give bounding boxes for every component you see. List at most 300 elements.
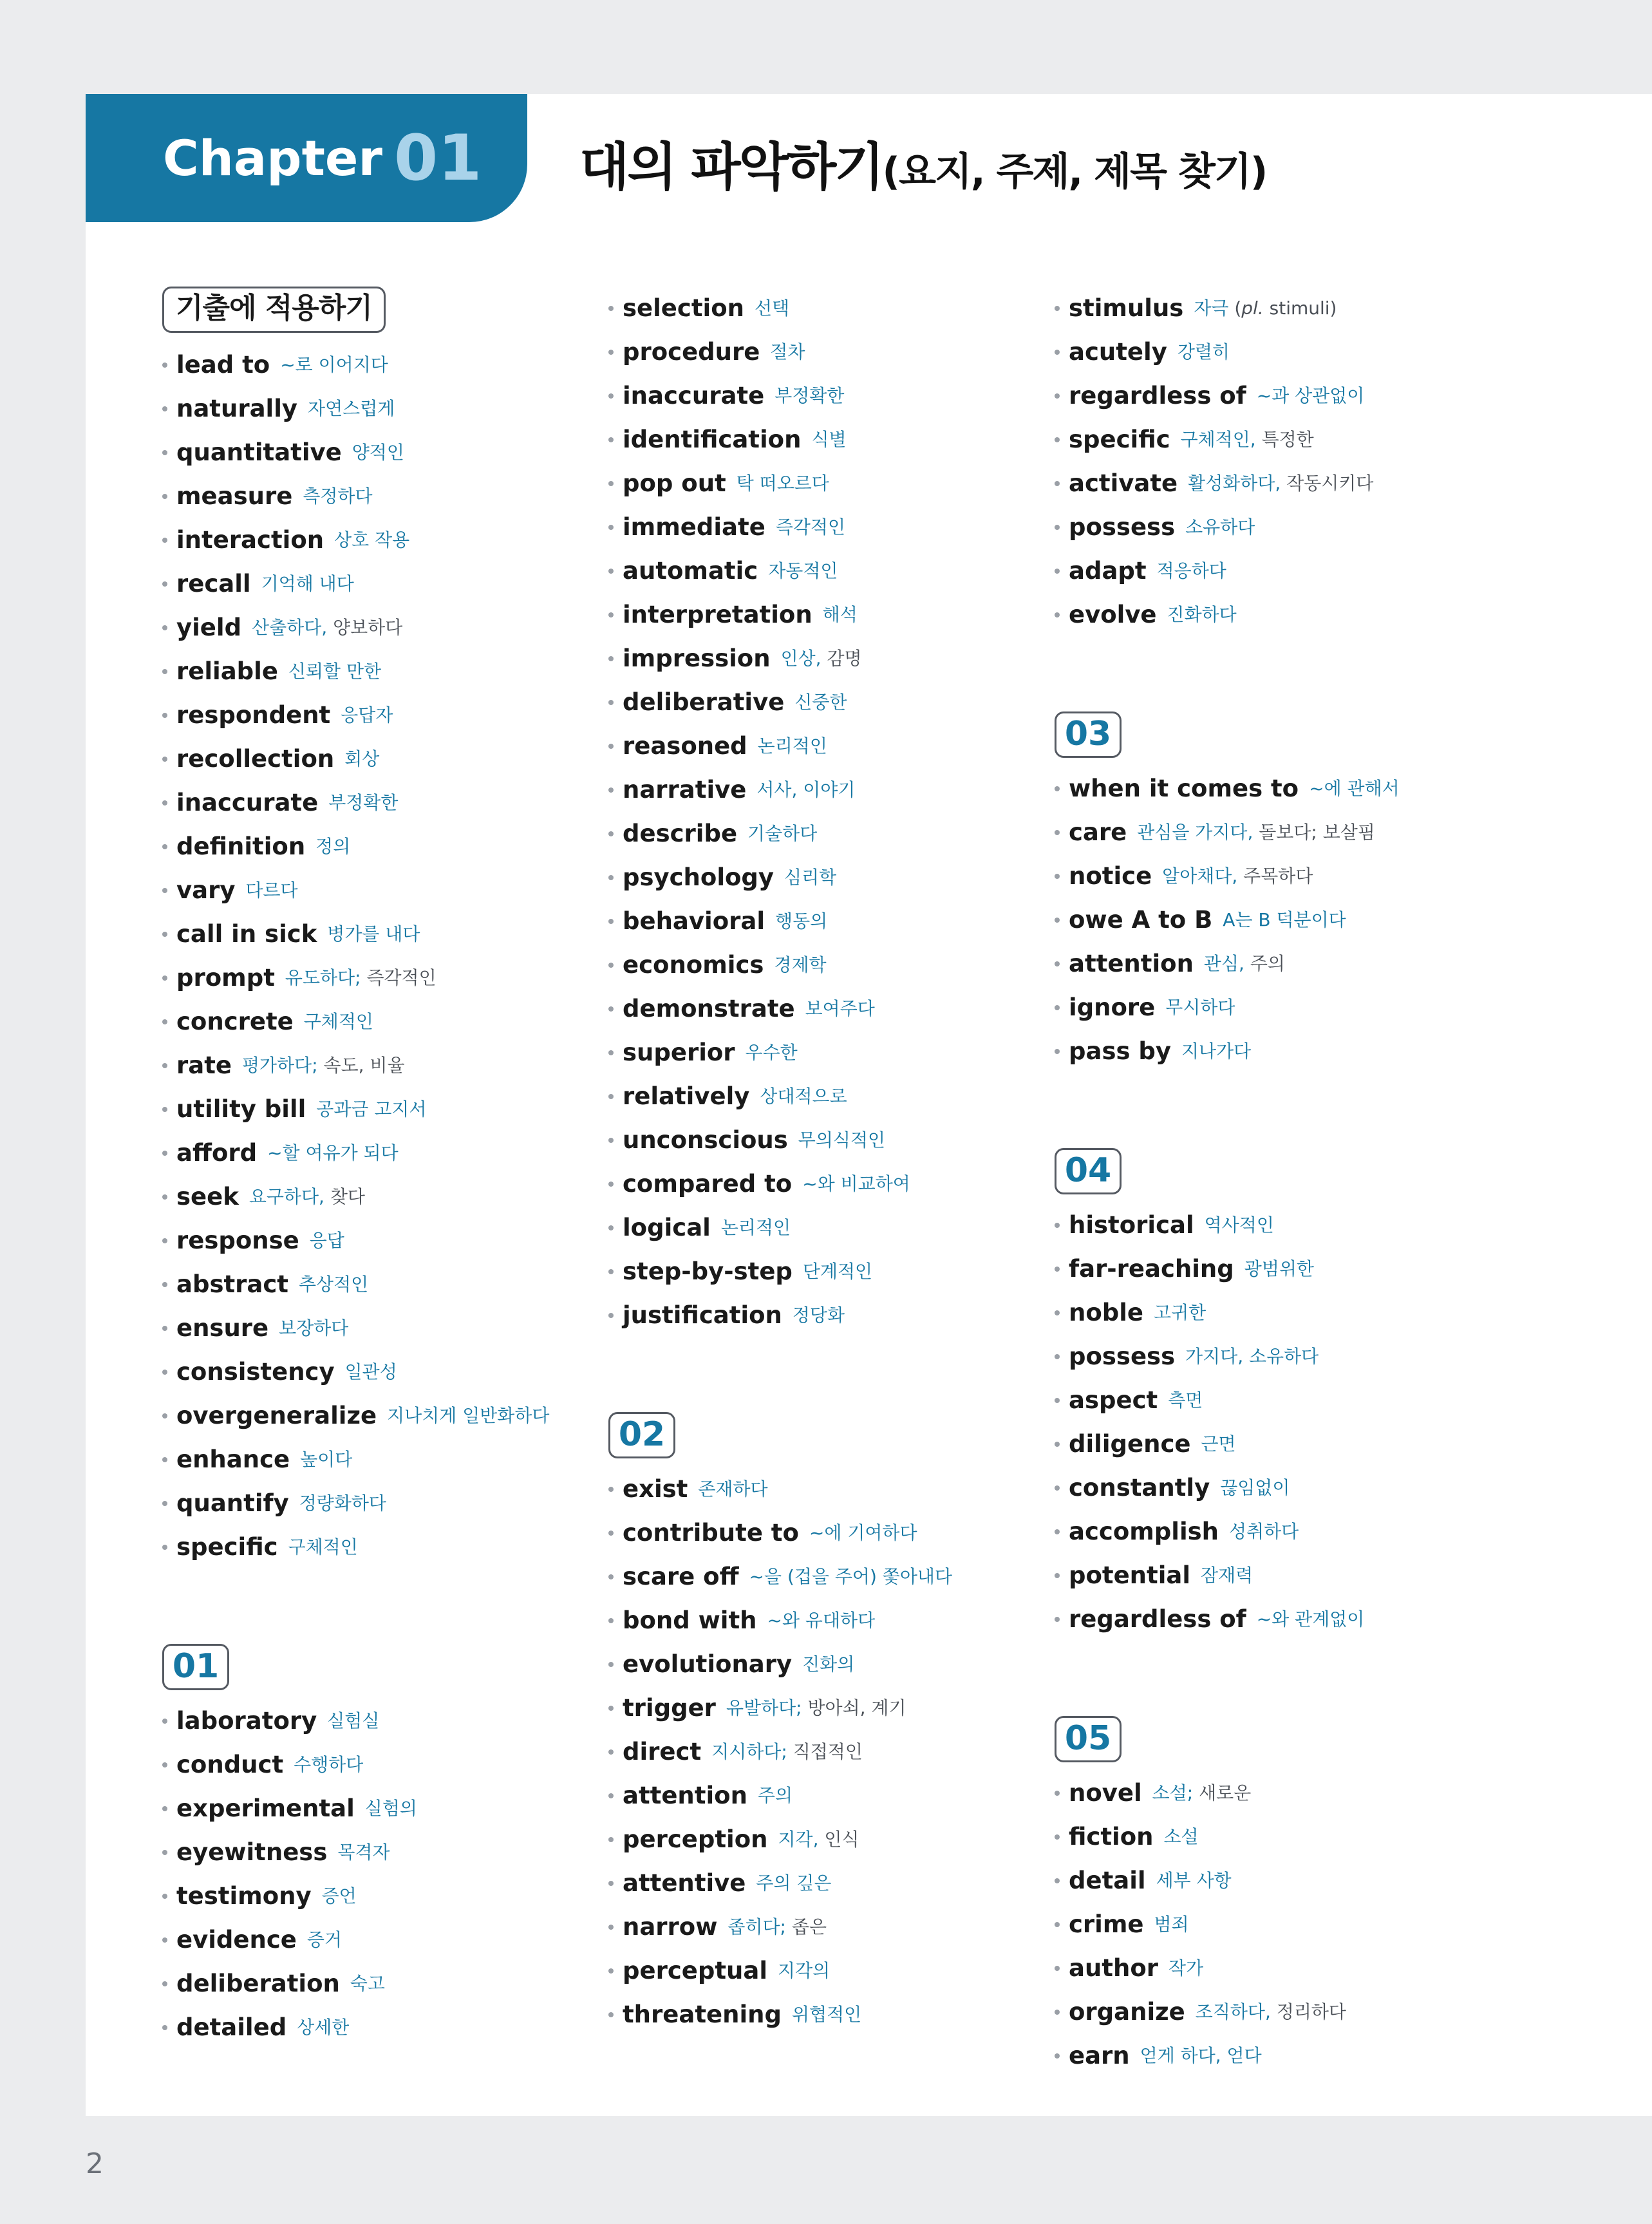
bullet-icon — [1055, 1834, 1060, 1840]
english-term: vary — [176, 876, 236, 904]
vocab-item — [162, 1918, 600, 1962]
vocab-item — [162, 1044, 600, 1088]
vocab-item — [608, 856, 1046, 900]
vocab-item — [1055, 462, 1492, 505]
korean-meaning-secondary: 양보하다 — [333, 617, 403, 638]
english-term: overgeneralize — [176, 1402, 377, 1429]
english-term: adapt — [1069, 557, 1147, 585]
english-term: concrete — [176, 1008, 294, 1035]
vocab-item — [162, 1306, 600, 1350]
english-term: when it comes to — [1069, 775, 1299, 802]
korean-meaning: 응답 — [309, 1230, 344, 1251]
english-term: regardless of — [1069, 382, 1246, 410]
korean-meaning-secondary: 감명 — [827, 648, 862, 669]
chapter-word: Chapter — [163, 129, 382, 187]
english-term: trigger — [623, 1694, 716, 1722]
korean-meaning: 병가를 내다 — [327, 923, 420, 945]
vocab-item — [162, 1525, 600, 1569]
korean-meaning: 조직하다, — [1195, 2001, 1271, 2022]
korean-meaning: 좁히다; — [727, 1916, 786, 1937]
korean-meaning: 강렬히 — [1177, 341, 1230, 363]
bullet-icon — [162, 406, 167, 411]
korean-meaning-secondary: 새로운 — [1199, 1782, 1252, 1804]
section-number-03: 03 — [1055, 711, 1122, 758]
english-term: perceptual — [623, 1957, 768, 1984]
english-term: regardless of — [1069, 1605, 1246, 1633]
bullet-icon — [162, 1981, 167, 1986]
korean-meaning: 수행하다 — [294, 1754, 364, 1775]
bullet-icon — [608, 1706, 614, 1711]
korean-meaning: 지시하다; — [711, 1741, 787, 1762]
bullet-icon — [162, 669, 167, 674]
bullet-icon — [608, 1531, 614, 1536]
korean-meaning-secondary: 주의 — [1250, 953, 1285, 974]
bullet-icon — [1055, 874, 1060, 879]
column-2 — [608, 287, 1046, 2037]
bullet-icon — [1055, 786, 1060, 791]
bullet-icon — [608, 1749, 614, 1755]
bullet-icon — [162, 581, 167, 587]
korean-meaning: 회상 — [344, 748, 380, 769]
column-1 — [162, 287, 600, 2050]
vocab-item — [608, 987, 1046, 1031]
korean-meaning: ~로 이어지다 — [280, 354, 388, 375]
page-number: 2 — [86, 2147, 104, 2180]
english-term: evolutionary — [623, 1650, 793, 1678]
vocab-item — [1055, 1771, 1492, 1815]
vocab-item — [162, 650, 600, 693]
english-term: demonstrate — [623, 995, 795, 1022]
english-term: experimental — [176, 1795, 355, 1822]
korean-meaning: 평가하다; — [242, 1055, 318, 1076]
korean-meaning-secondary: 특정한 — [1261, 429, 1314, 450]
bullet-icon — [608, 569, 614, 574]
vocab-item — [608, 1118, 1046, 1162]
korean-meaning: 유도하다; — [285, 967, 361, 988]
korean-meaning: 즉각적인 — [775, 516, 846, 538]
bullet-icon — [1055, 525, 1060, 530]
korean-meaning: 진화하다 — [1167, 604, 1237, 625]
english-term: selection — [623, 294, 744, 322]
vocab-item — [608, 1162, 1046, 1206]
english-term: detail — [1069, 1867, 1146, 1894]
korean-meaning: ~에 기여하다 — [809, 1522, 917, 1543]
english-term: pop out — [623, 469, 726, 497]
bullet-icon — [162, 1194, 167, 1200]
korean-meaning: 응답자 — [341, 704, 393, 726]
vocab-item — [1055, 593, 1492, 637]
bullet-icon — [608, 437, 614, 442]
korean-meaning: 잠재력 — [1201, 1565, 1253, 1586]
vocab-item — [1055, 1291, 1492, 1335]
english-term: notice — [1069, 862, 1152, 890]
vocab-item — [1055, 1903, 1492, 1946]
english-term: eyewitness — [176, 1838, 328, 1866]
bullet-icon — [608, 1269, 614, 1274]
vocab-item — [608, 1511, 1046, 1555]
vocab-item — [608, 1686, 1046, 1730]
english-term: definition — [176, 833, 306, 860]
bullet-icon — [608, 1487, 614, 1492]
vocab-item — [162, 1831, 600, 1874]
bullet-icon — [608, 393, 614, 399]
plural-note-open: ( — [1228, 297, 1242, 319]
bullet-icon — [162, 1151, 167, 1156]
english-term: inaccurate — [623, 382, 765, 410]
vocab-item — [608, 1818, 1046, 1861]
bullet-icon — [1055, 1922, 1060, 1927]
korean-meaning-secondary: 찾다 — [330, 1186, 365, 1207]
english-term: abstract — [176, 1270, 288, 1298]
vocab-item — [608, 374, 1046, 418]
korean-meaning-secondary: 즉각적인 — [366, 967, 436, 988]
vocab-item — [608, 1075, 1046, 1118]
vocab-item — [608, 812, 1046, 856]
vocab-item — [162, 1131, 600, 1175]
korean-meaning: 보여주다 — [805, 998, 875, 1019]
vocab-item — [1055, 811, 1492, 854]
korean-meaning: 지각, — [778, 1829, 819, 1850]
bullet-icon — [1055, 1223, 1060, 1228]
bullet-icon — [1055, 612, 1060, 617]
vocab-item — [162, 869, 600, 912]
vocab-item — [608, 1643, 1046, 1686]
vocab-item — [608, 637, 1046, 681]
vocab-item — [162, 1743, 600, 1787]
korean-meaning: 성취하다 — [1229, 1521, 1299, 1542]
korean-meaning: 정량화하다 — [299, 1493, 386, 1514]
bullet-icon — [608, 1313, 614, 1318]
vocab-item — [1055, 1466, 1492, 1510]
english-term: testimony — [176, 1882, 312, 1910]
english-term: recollection — [176, 745, 335, 773]
korean-meaning: 구체적인 — [303, 1011, 373, 1032]
word-list-01-continued — [608, 287, 1046, 1337]
bullet-icon — [608, 1837, 614, 1842]
english-term: exist — [623, 1475, 688, 1503]
english-term: inaccurate — [176, 789, 319, 816]
english-term: accomplish — [1069, 1518, 1219, 1545]
korean-meaning: 해석 — [822, 604, 858, 625]
vocab-item — [1055, 505, 1492, 549]
english-term: crime — [1069, 1910, 1144, 1938]
english-term: automatic — [623, 557, 758, 585]
bullet-icon — [608, 831, 614, 836]
korean-meaning: 구체적인 — [288, 1536, 358, 1558]
english-term: utility bill — [176, 1095, 306, 1123]
korean-meaning: 측정하다 — [303, 485, 373, 507]
english-term: unconscious — [623, 1126, 788, 1154]
english-term: reliable — [176, 657, 278, 685]
english-term: constantly — [1069, 1474, 1210, 1502]
bullet-icon — [162, 1894, 167, 1899]
korean-meaning: 부정확한 — [774, 385, 845, 406]
vocab-item — [162, 431, 600, 475]
korean-meaning-secondary: 직접적인 — [793, 1741, 863, 1762]
bullet-icon — [1055, 481, 1060, 486]
bullet-icon — [1055, 569, 1060, 574]
bullet-icon — [162, 1457, 167, 1462]
bullet-icon — [608, 1050, 614, 1055]
english-term: economics — [623, 951, 764, 979]
english-term: superior — [623, 1039, 735, 1066]
korean-meaning: 부정확한 — [328, 792, 399, 813]
korean-meaning: 관심을 가지다, — [1137, 822, 1253, 843]
word-list-03 — [1055, 767, 1492, 1073]
english-term: impression — [623, 645, 771, 672]
korean-meaning: 자연스럽게 — [308, 398, 395, 419]
english-term: direct — [623, 1738, 702, 1766]
bullet-icon — [608, 1138, 614, 1143]
bullet-icon — [608, 1793, 614, 1798]
vocab-item — [162, 956, 600, 1000]
bullet-icon — [162, 713, 167, 718]
korean-meaning: ~과 상관없이 — [1256, 385, 1365, 406]
vocab-item — [608, 287, 1046, 330]
korean-meaning: ~와 비교하여 — [802, 1173, 910, 1194]
bullet-icon — [162, 1282, 167, 1287]
vocab-item — [162, 606, 600, 650]
bullet-icon — [1055, 1354, 1060, 1359]
english-term: logical — [623, 1214, 711, 1241]
bullet-icon — [1055, 1005, 1060, 1010]
bullet-icon — [1055, 1966, 1060, 1971]
korean-meaning: 무시하다 — [1165, 997, 1235, 1018]
korean-meaning: 상호 작용 — [334, 529, 410, 551]
bullet-icon — [608, 787, 614, 793]
vocab-item — [1055, 1030, 1492, 1073]
vocab-item — [608, 1555, 1046, 1599]
bullet-icon — [162, 1762, 167, 1767]
korean-meaning: 행동의 — [775, 910, 828, 932]
english-term: quantitative — [176, 438, 342, 466]
english-term: conduct — [176, 1751, 284, 1778]
korean-meaning: 양적인 — [352, 442, 404, 463]
korean-meaning: 높이다 — [300, 1449, 353, 1470]
english-term: bond with — [623, 1607, 757, 1634]
bullet-icon — [1055, 1049, 1060, 1054]
bullet-icon — [608, 306, 614, 311]
english-term: describe — [623, 820, 738, 847]
korean-meaning: 증언 — [321, 1885, 357, 1907]
bullet-icon — [608, 963, 614, 968]
vocab-item — [608, 681, 1046, 724]
vocab-item — [1055, 767, 1492, 811]
korean-meaning: 활성화하다, — [1188, 473, 1281, 494]
bullet-icon — [1055, 437, 1060, 442]
word-list-04 — [1055, 1203, 1492, 1641]
english-term: naturally — [176, 395, 298, 422]
bullet-icon — [1055, 2010, 1060, 2015]
english-term: interpretation — [623, 601, 812, 628]
korean-meaning-secondary: 돌보다; 보살핌 — [1259, 822, 1375, 843]
english-term: attentive — [623, 1869, 746, 1897]
korean-meaning: 탁 떠오르다 — [736, 473, 829, 494]
english-term: deliberation — [176, 1970, 340, 1997]
korean-meaning: 주의 — [757, 1785, 793, 1806]
vocab-item — [1055, 1815, 1492, 1859]
korean-meaning: 실험의 — [364, 1798, 417, 1819]
chapter-number: 01 — [393, 121, 482, 195]
korean-meaning: 추상적인 — [299, 1274, 369, 1295]
bullet-icon — [608, 1968, 614, 1974]
korean-meaning: 적응하다 — [1156, 560, 1226, 581]
english-term: historical — [1069, 1211, 1194, 1239]
plural-form: stimuli) — [1263, 297, 1337, 319]
korean-meaning: 측면 — [1168, 1390, 1203, 1411]
bullet-icon — [608, 875, 614, 880]
bullet-icon — [162, 538, 167, 543]
korean-meaning: 경제학 — [774, 954, 827, 975]
vocab-item — [1055, 854, 1492, 898]
english-term: care — [1069, 818, 1127, 846]
bullet-icon — [162, 1806, 167, 1811]
bullet-icon — [608, 1618, 614, 1623]
vocab-item — [608, 1993, 1046, 2037]
bullet-icon — [1055, 1791, 1060, 1796]
vocab-item — [608, 1774, 1046, 1818]
korean-meaning: 기술하다 — [747, 823, 818, 844]
vocab-item — [1055, 1990, 1492, 2034]
plural-abbrev: pl. — [1241, 297, 1264, 319]
english-term: deliberative — [623, 688, 785, 716]
english-term: respondent — [176, 701, 331, 729]
bullet-icon — [1055, 306, 1060, 311]
korean-meaning: 진화의 — [802, 1654, 855, 1675]
english-term: attention — [623, 1782, 747, 1809]
word-list-02 — [608, 1467, 1046, 2037]
korean-meaning: 구체적인, — [1180, 429, 1256, 450]
bullet-icon — [162, 1370, 167, 1375]
english-term: immediate — [623, 513, 765, 541]
vocab-item — [1055, 942, 1492, 986]
korean-meaning-secondary: 인식 — [824, 1829, 859, 1850]
vocab-item — [162, 1438, 600, 1482]
vocab-item — [162, 562, 600, 606]
vocab-item — [162, 1263, 600, 1306]
korean-meaning: 주의 깊은 — [756, 1872, 832, 1894]
english-term: noble — [1069, 1299, 1144, 1326]
vocab-item — [162, 1699, 600, 1743]
english-term: interaction — [176, 526, 324, 554]
english-term: seek — [176, 1183, 239, 1211]
vocab-item — [608, 1467, 1046, 1511]
english-term: reasoned — [623, 732, 747, 760]
korean-meaning: 산출하다, — [252, 617, 328, 638]
korean-meaning: 정당화 — [792, 1305, 845, 1326]
english-term: yield — [176, 614, 242, 641]
korean-meaning: ~에 관해서 — [1309, 778, 1400, 799]
vocab-item — [162, 1219, 600, 1263]
english-term: identification — [623, 426, 802, 453]
bullet-icon — [608, 1662, 614, 1667]
vocab-item — [1055, 1510, 1492, 1554]
korean-meaning: 가지다, 소유하다 — [1185, 1346, 1319, 1367]
bullet-icon — [608, 656, 614, 661]
english-term: consistency — [176, 1358, 335, 1386]
english-term: specific — [176, 1533, 278, 1561]
column-3 — [1055, 287, 1492, 2078]
vocab-item — [608, 768, 1046, 812]
korean-meaning: ~와 관계없이 — [1256, 1608, 1365, 1630]
korean-meaning: 단계적인 — [802, 1261, 873, 1282]
word-list-intro — [162, 343, 600, 1569]
vocab-item — [608, 1905, 1046, 1949]
korean-meaning: 다르다 — [245, 880, 298, 901]
english-term: potential — [1069, 1561, 1191, 1589]
korean-meaning: 목격자 — [337, 1842, 390, 1863]
korean-meaning: 존재하다 — [698, 1478, 768, 1500]
korean-meaning-secondary: 작동시키다 — [1286, 473, 1374, 494]
vocab-item — [608, 1250, 1046, 1294]
english-term: justification — [623, 1301, 782, 1329]
english-term: far-reaching — [1069, 1255, 1234, 1283]
bullet-icon — [162, 1545, 167, 1550]
vocab-item — [608, 505, 1046, 549]
english-term: scare off — [623, 1563, 739, 1590]
korean-meaning-secondary: 좁은 — [791, 1916, 827, 1937]
english-term: stimulus — [1069, 294, 1184, 322]
bullet-icon — [608, 612, 614, 617]
korean-meaning: 심리학 — [784, 867, 837, 888]
page-title — [579, 126, 1266, 200]
vocab-item — [1055, 1203, 1492, 1247]
english-term: diligence — [1069, 1430, 1191, 1458]
bullet-icon — [162, 757, 167, 762]
vocab-item — [1055, 287, 1492, 330]
vocab-item — [1055, 1554, 1492, 1597]
word-list-05 — [1055, 1771, 1492, 2078]
vocab-item — [608, 330, 1046, 374]
vocab-item — [162, 781, 600, 825]
korean-meaning: 무의식적인 — [798, 1129, 886, 1151]
plural-note — [1228, 297, 1337, 319]
section-heading-intro: 기출에 적용하기 — [162, 287, 386, 333]
vocab-item — [162, 518, 600, 562]
korean-meaning: 신중한 — [794, 692, 847, 713]
word-list-01 — [162, 1699, 600, 2050]
english-term: quantify — [176, 1489, 289, 1517]
korean-meaning: 정의 — [315, 836, 351, 857]
korean-meaning: 인상, — [780, 648, 821, 669]
vocab-item — [1055, 986, 1492, 1030]
english-term: laboratory — [176, 1707, 317, 1735]
vocab-item — [162, 2006, 600, 2050]
english-term: perception — [623, 1825, 768, 1853]
bullet-icon — [1055, 1267, 1060, 1272]
vocab-item — [1055, 418, 1492, 462]
korean-meaning: 작가 — [1169, 1957, 1204, 1979]
bullet-icon — [1055, 1442, 1060, 1447]
vocab-item — [162, 1175, 600, 1219]
english-term: attention — [1069, 950, 1194, 977]
vocab-item — [1055, 1859, 1492, 1903]
bullet-icon — [162, 494, 167, 499]
bullet-icon — [608, 1925, 614, 1930]
english-term: fiction — [1069, 1823, 1154, 1851]
bullet-icon — [608, 1881, 614, 1886]
bullet-icon — [1055, 350, 1060, 355]
korean-meaning-secondary: 속도, 비율 — [323, 1055, 405, 1076]
english-term: contribute to — [623, 1519, 799, 1547]
vocab-item — [608, 1730, 1046, 1774]
english-term: narrative — [623, 776, 747, 804]
bullet-icon — [162, 888, 167, 893]
bullet-icon — [162, 1937, 167, 1943]
bullet-icon — [1055, 1398, 1060, 1403]
english-term: behavioral — [623, 907, 765, 935]
chapter-tab — [86, 94, 527, 222]
